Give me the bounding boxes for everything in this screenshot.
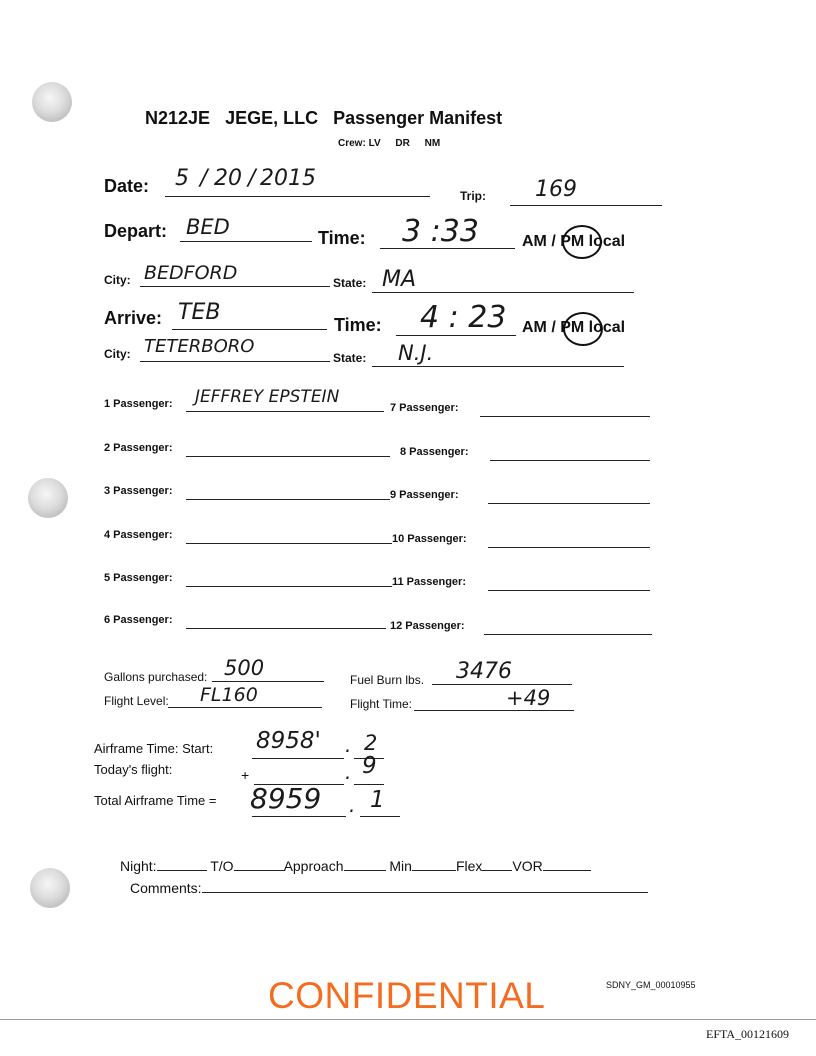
footer-rule: [0, 1019, 816, 1020]
gallons-underline: [212, 681, 324, 682]
passenger-5-line: [186, 586, 392, 587]
depart-state-label: State:: [333, 276, 367, 290]
arrive-ampm-label: AM / PM local: [522, 319, 626, 336]
passenger-12-line: [484, 634, 652, 635]
todays-flight-label: Today's flight:: [94, 762, 173, 777]
gallons-label: Gallons purchased:: [104, 670, 208, 684]
night-blank: [157, 870, 207, 871]
date-separator-2: /: [248, 166, 256, 191]
depart-label: Depart:: [104, 221, 168, 241]
depart-city-value: BEDFORD: [144, 262, 238, 284]
passenger-7-line: [480, 416, 650, 417]
arrive-city-label: City:: [104, 347, 131, 361]
passenger-10-label: 10 Passenger:: [392, 533, 467, 545]
document-id: SDNY_GM_00010955: [606, 980, 696, 990]
flight-time-label: Flight Time:: [350, 697, 413, 711]
depart-state-value: MA: [382, 267, 417, 292]
binder-hole-top: [32, 82, 72, 122]
passenger-1-label: 1 Passenger:: [104, 398, 173, 410]
crew-member-1: LV: [368, 138, 381, 149]
crew-member-3: NM: [424, 138, 441, 149]
todays-flight-plus: +: [241, 767, 250, 783]
date-label: Date:: [104, 176, 150, 196]
min-blank: [412, 870, 456, 871]
airframe-start-tenth: 2: [364, 731, 378, 755]
arrive-state-label: State:: [333, 351, 367, 365]
passenger-3-line: [186, 499, 390, 500]
arrive-time-value: 4 : 23: [420, 300, 507, 335]
arrive-time-label: Time:: [334, 315, 382, 335]
passenger-9-label: 9 Passenger:: [390, 489, 459, 501]
efta-number: EFTA_00121609: [706, 1027, 790, 1041]
passenger-1-line: [186, 411, 384, 412]
arrive-label: Arrive:: [104, 308, 163, 328]
date-year-value: 2015: [260, 166, 316, 191]
todays-flight-tenth: 9: [362, 753, 377, 779]
total-airframe-underline-whole: [252, 816, 346, 817]
arrive-time-underline: [396, 335, 516, 336]
arrive-city-underline: [140, 361, 330, 362]
depart-pm-circle: [562, 225, 602, 259]
passenger-4-label: 4 Passenger:: [104, 529, 173, 541]
comments-row: [130, 880, 648, 896]
passenger-1-value: JEFFREY EPSTEIN: [195, 387, 340, 407]
depart-time-value: 3 :33: [402, 214, 479, 249]
total-airframe-underline-tenth: [360, 816, 400, 817]
total-airframe-label: Total Airframe Time =: [94, 793, 217, 808]
trip-label: Trip:: [460, 189, 486, 203]
passenger-7-label: 7 Passenger:: [390, 402, 459, 414]
crew-member-2: DR: [395, 138, 410, 149]
crew-line: [338, 138, 440, 149]
passenger-11-line: [488, 590, 650, 591]
passenger-9-line: [488, 503, 650, 504]
flight-level-label: Flight Level:: [104, 694, 169, 708]
crew-label: Crew:: [338, 138, 366, 149]
passenger-12-label: 12 Passenger:: [390, 620, 465, 632]
flex-label: Flex: [455, 858, 483, 874]
passenger-5-label: 5 Passenger:: [104, 572, 173, 584]
depart-city-label: City:: [104, 273, 131, 287]
arrive-city-value: TETERBORO: [144, 336, 255, 357]
arrive-underline: [172, 329, 327, 330]
night-label: Night:: [120, 858, 157, 874]
depart-city-underline: [140, 286, 330, 287]
comments-label: Comments:: [130, 880, 202, 896]
manifest-header: [145, 108, 502, 129]
depart-state-underline: [372, 292, 634, 293]
approach-label: Approach: [283, 858, 344, 874]
date-underline: [165, 196, 430, 197]
todays-flight-underline-tenth: [354, 784, 384, 785]
binder-hole-middle: [28, 478, 68, 518]
document-title: Passenger Manifest: [333, 108, 503, 128]
vor-blank: [543, 870, 591, 871]
passenger-6-line: [186, 628, 386, 629]
airframe-start-label: Airframe Time: Start:: [94, 741, 214, 756]
flight-time-underline: [414, 710, 574, 711]
gallons-value: 500: [224, 656, 265, 680]
trip-underline: [510, 205, 662, 206]
flex-blank: [482, 870, 512, 871]
flight-level-value: FL160: [200, 684, 258, 706]
to-blank: [234, 870, 284, 871]
fuel-burn-label: Fuel Burn lbs.: [350, 673, 425, 687]
passenger-2-label: 2 Passenger:: [104, 442, 173, 454]
fuel-burn-value: 3476: [456, 659, 512, 684]
passenger-11-label: 11 Passenger:: [392, 576, 466, 588]
airframe-start-whole: 8958': [256, 728, 321, 754]
depart-value: BED: [186, 215, 230, 239]
approach-blank: [344, 870, 386, 871]
depart-ampm-label: AM / PM local: [522, 233, 626, 250]
arrive-state-underline: [372, 366, 624, 367]
airframe-start-underline-whole: [252, 758, 344, 759]
total-airframe-whole: 8959: [250, 782, 322, 815]
depart-time-label: Time:: [318, 228, 366, 248]
arrive-value: TEB: [178, 300, 221, 325]
min-label: Min: [389, 858, 412, 874]
airframe-start-dot: .: [345, 733, 352, 757]
to-label: T/O: [210, 858, 234, 874]
depart-underline: [180, 241, 312, 242]
passenger-4-line: [186, 543, 392, 544]
passenger-6-label: 6 Passenger:: [104, 614, 173, 626]
total-airframe-dot: .: [349, 793, 356, 817]
fuel-burn-underline: [432, 684, 572, 685]
comments-blank: [202, 892, 648, 893]
passenger-8-label: 8 Passenger:: [400, 446, 469, 458]
passenger-2-line: [186, 456, 390, 457]
todays-flight-dot: .: [345, 760, 352, 784]
binder-hole-bottom: [30, 868, 70, 908]
trip-value: 169: [535, 177, 577, 202]
vor-label: VOR: [512, 858, 543, 874]
passenger-10-line: [488, 547, 650, 548]
arrive-pm-circle: [563, 312, 603, 346]
date-day-value: 20: [214, 166, 242, 191]
logs-line: [120, 858, 591, 874]
company-name: JEGE, LLC: [225, 108, 319, 128]
flight-time-value: +49: [506, 686, 551, 710]
date-separator-1: /: [200, 166, 208, 191]
passenger-8-line: [490, 460, 650, 461]
flight-level-underline: [168, 707, 322, 708]
arrive-state-value: N.J.: [398, 341, 434, 365]
tail-number: N212JE: [145, 108, 211, 128]
date-month-value: 5: [175, 166, 189, 191]
total-airframe-tenth: 1: [370, 787, 385, 813]
passenger-3-label: 3 Passenger:: [104, 485, 173, 497]
confidential-stamp: CONFIDENTIAL: [268, 975, 546, 1016]
